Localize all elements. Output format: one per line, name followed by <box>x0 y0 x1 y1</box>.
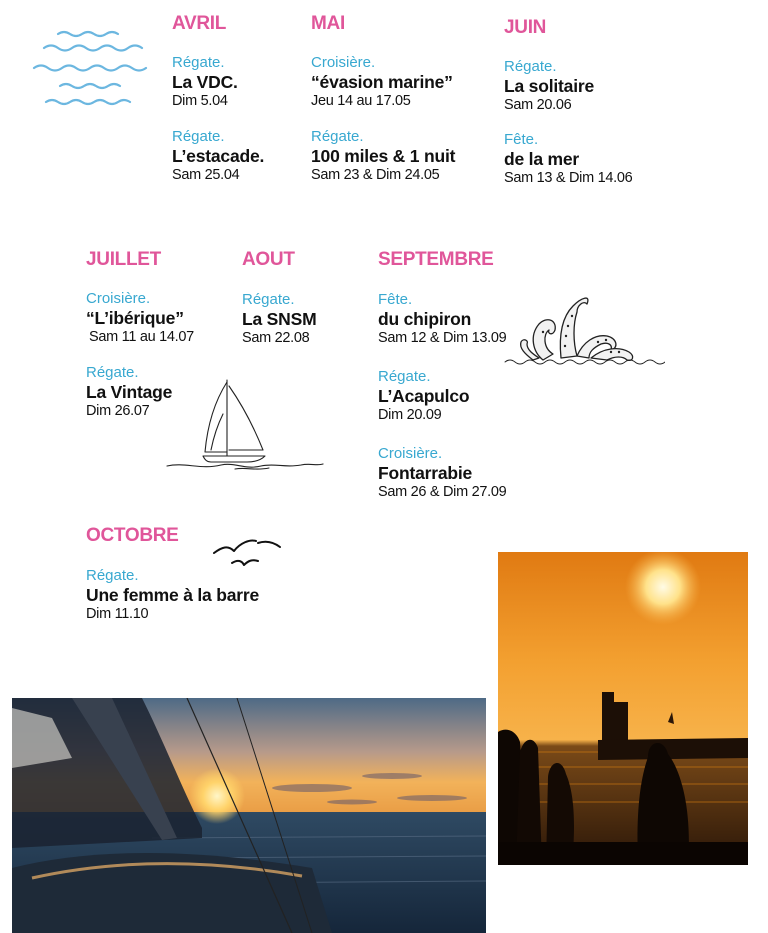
month-juillet: JUILLET <box>86 249 161 270</box>
event-type: Fête. <box>504 131 539 148</box>
event-type: Fête. <box>378 291 413 308</box>
event-name: “évasion marine” <box>311 72 453 92</box>
event-name: La SNSM <box>242 309 317 329</box>
seagulls-icon <box>210 533 285 575</box>
event-type: Croisière. <box>378 445 443 462</box>
event-name: L’Acapulco <box>378 386 470 406</box>
event-la-snsm <box>242 291 316 347</box>
event-date: Sam 11 au 14.07 <box>89 329 194 345</box>
month-juin: JUIN <box>504 17 547 38</box>
octopus-icon <box>503 290 665 370</box>
event-date: Sam 25.04 <box>172 167 240 183</box>
event-name: L’estacade. <box>172 146 265 166</box>
event-type: Régate. <box>172 128 225 145</box>
event-date: Jeu 14 au 17.05 <box>311 93 411 109</box>
event-l-acapulco <box>378 368 469 424</box>
event-name: 100 miles & 1 nuit <box>311 146 456 166</box>
month-aout: AOUT <box>242 249 295 270</box>
waves-icon <box>30 26 160 110</box>
month-septembre: SEPTEMBRE <box>378 249 494 270</box>
event-date: Sam 13 & Dim 14.06 <box>504 170 633 186</box>
event-une-femme-a-la-barre <box>86 567 259 623</box>
event-type: Régate. <box>172 54 225 71</box>
event-name: La solitaire <box>504 76 594 96</box>
event-name: du chipiron <box>378 309 472 329</box>
event-name: de la mer <box>504 149 580 169</box>
month-avril: AVRIL <box>172 13 227 34</box>
event-fete-de-la-mer <box>504 131 632 187</box>
event-l-iberique <box>86 290 194 346</box>
event-date: Sam 26 & Dim 27.09 <box>378 484 507 500</box>
event-la-vintage <box>86 364 172 420</box>
event-name: “L’ibérique” <box>86 308 184 328</box>
event-date: Sam 20.06 <box>504 97 572 113</box>
event-type: Régate. <box>86 364 139 381</box>
event-fontarrabie <box>378 445 506 501</box>
event-l-estacade <box>172 128 264 184</box>
event-type: Régate. <box>378 368 431 385</box>
event-type: Régate. <box>86 567 139 584</box>
sunset-sailing-photo <box>12 698 486 933</box>
event-100-miles <box>311 128 455 184</box>
event-type: Régate. <box>311 128 364 145</box>
event-date: Dim 20.09 <box>378 407 442 423</box>
month-octobre: OCTOBRE <box>86 525 179 546</box>
harbor-sunset-silhouettes-photo <box>498 552 748 865</box>
event-du-chipiron <box>378 291 506 347</box>
event-name: La Vintage <box>86 382 173 402</box>
event-date: Dim 11.10 <box>86 606 149 622</box>
event-la-vdc <box>172 54 238 110</box>
event-la-solitaire <box>504 58 594 114</box>
event-name: Fontarrabie <box>378 463 473 483</box>
month-mai: MAI <box>311 13 345 34</box>
event-type: Régate. <box>504 58 557 75</box>
event-date: Sam 12 & Dim 13.09 <box>378 330 507 346</box>
sailboat-icon <box>165 378 325 473</box>
event-date: Dim 5.04 <box>172 93 228 109</box>
event-type: Croisière. <box>86 290 151 307</box>
event-date: Sam 23 & Dim 24.05 <box>311 167 440 183</box>
event-name: La VDC. <box>172 72 238 92</box>
event-date: Sam 22.08 <box>242 330 310 346</box>
event-type: Régate. <box>242 291 295 308</box>
event-type: Croisière. <box>311 54 376 71</box>
event-date: Dim 26.07 <box>86 403 150 419</box>
event-name: Une femme à la barre <box>86 585 260 605</box>
event-evasion-marine <box>311 54 453 110</box>
